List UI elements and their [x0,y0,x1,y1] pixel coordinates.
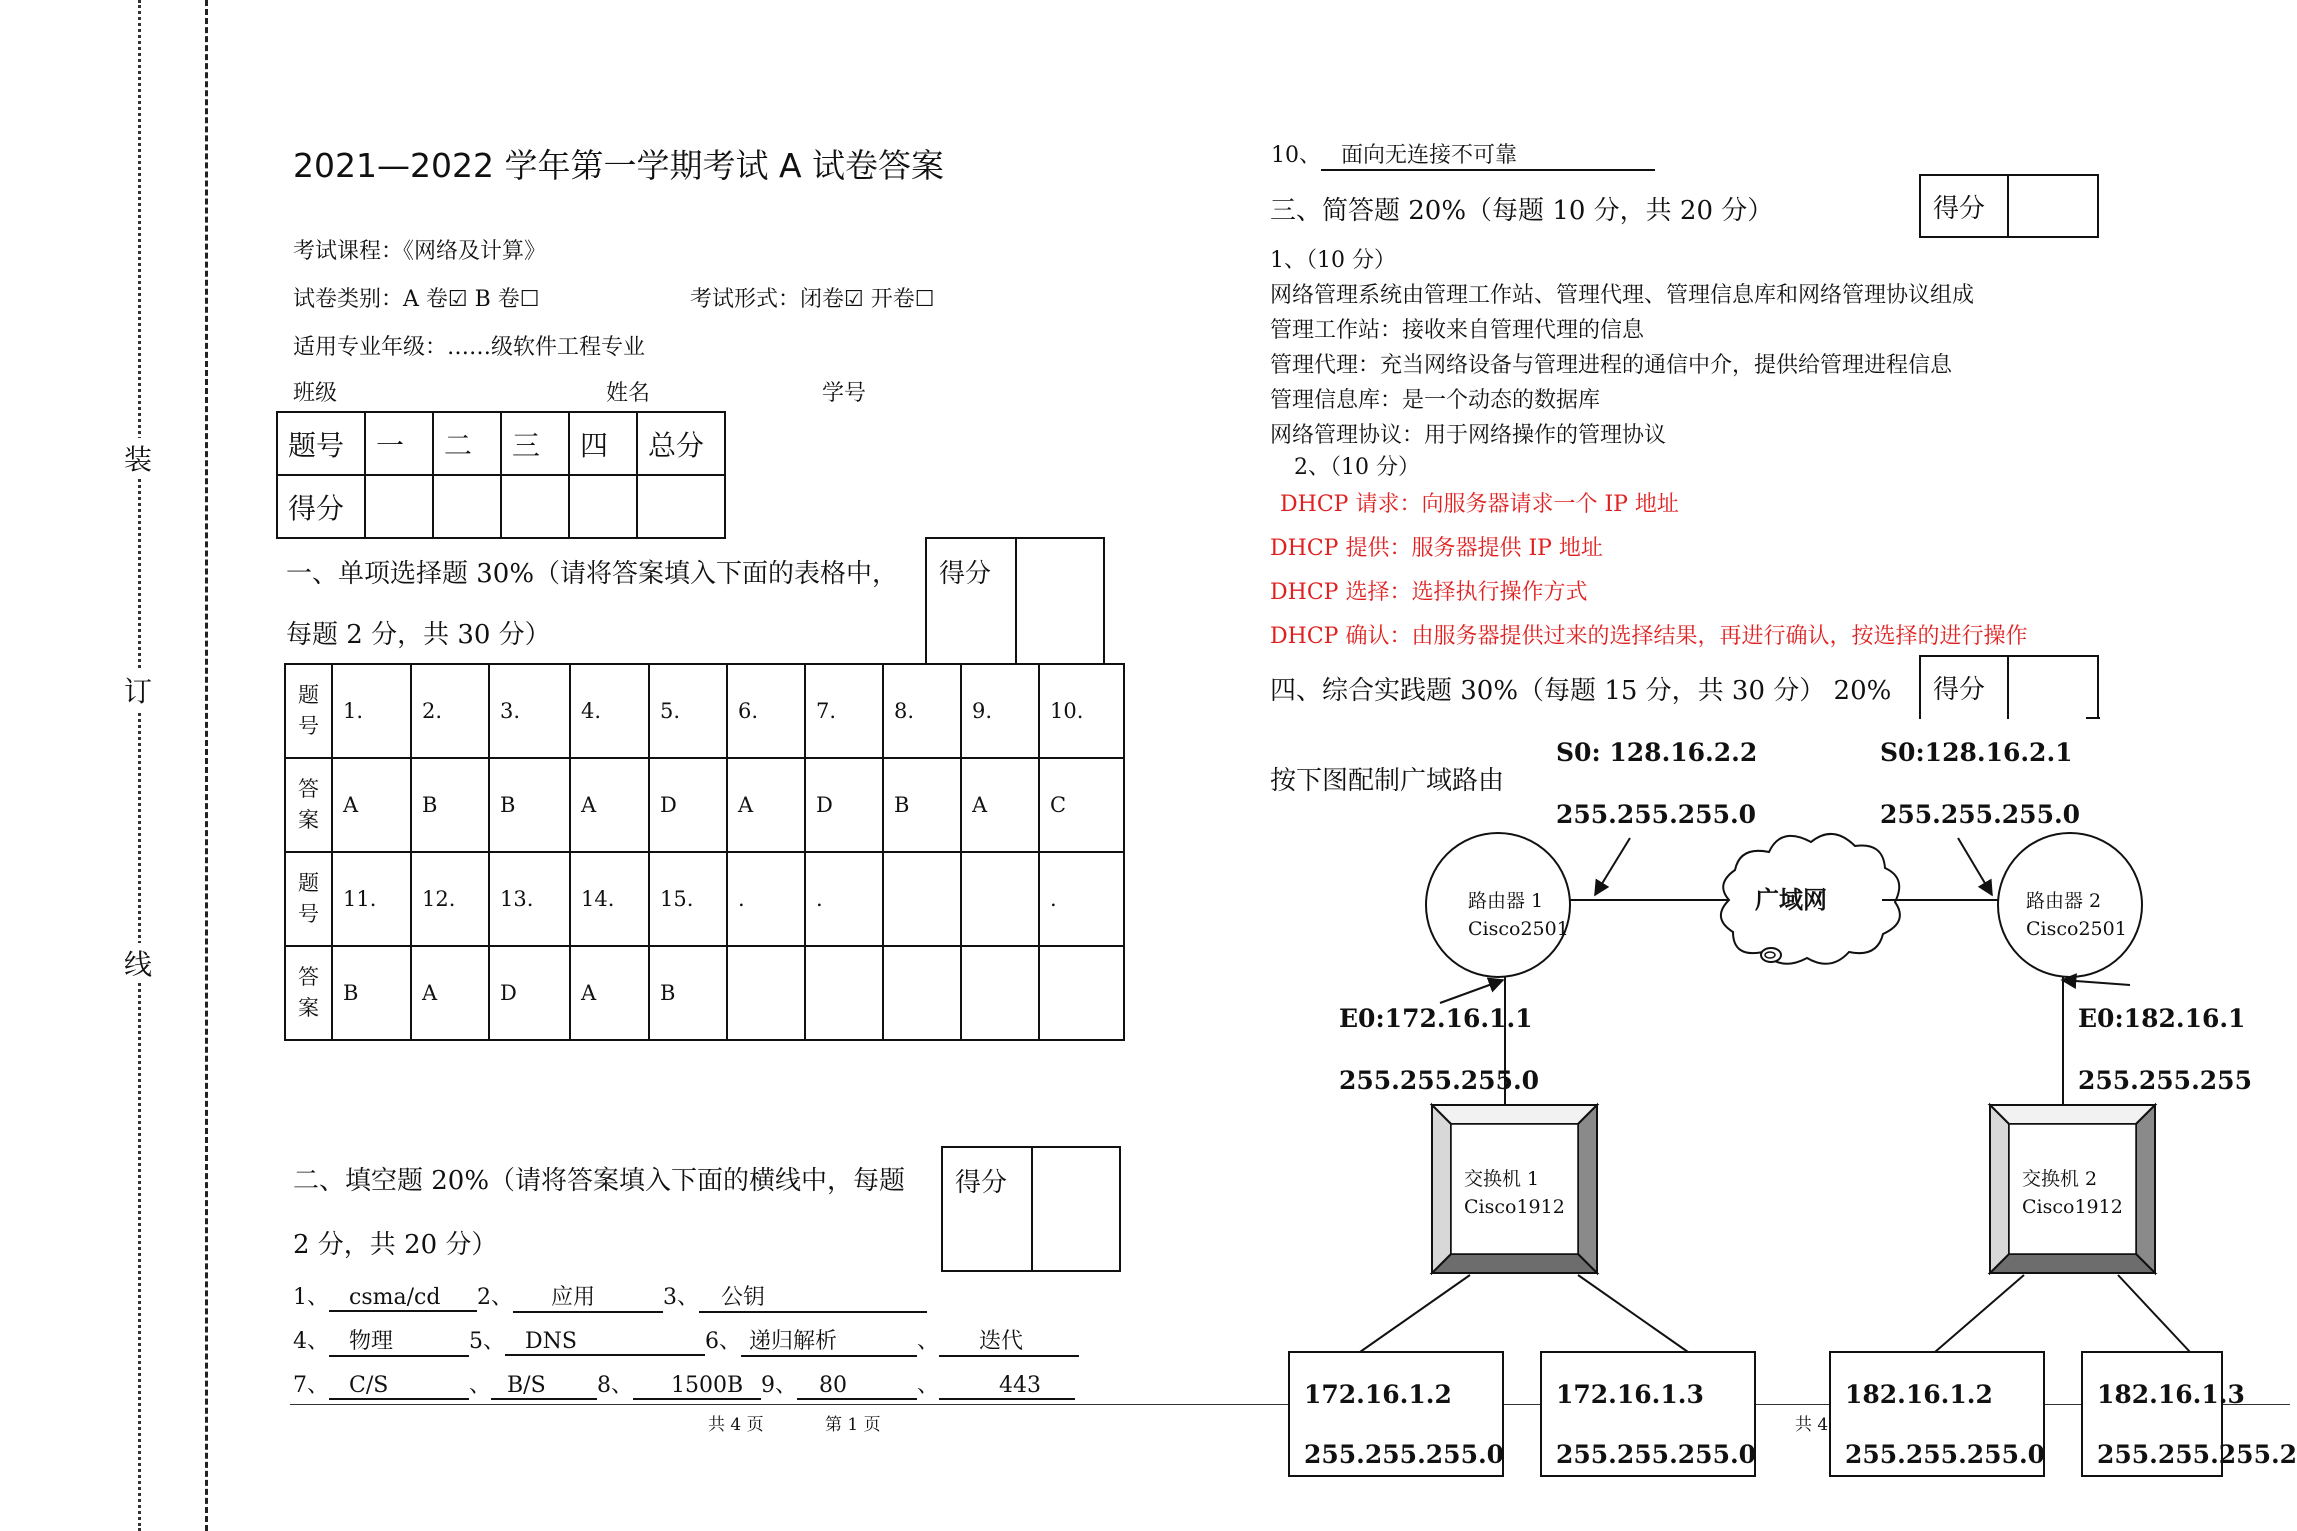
router-2-model: Cisco2501 [2026,918,2127,940]
fill-answer-4: 物理 [349,1329,394,1354]
switch2-host4-link [2118,1275,2190,1352]
question-number: . [805,852,883,946]
switch2-host3-link [1935,1275,2024,1352]
score-cell-header: 二 [433,412,501,475]
switch-1-name: 交换机 1 [1464,1168,1540,1190]
answer1-head: 1、（10 分） [1270,248,1396,273]
answer-cell: B [649,946,727,1040]
host-mask: 255.255.255.0 [1556,1440,1757,1469]
section4-heading: 四、综合实践题 30%（每题 15 分，共 30 分） 20% [1270,676,1892,706]
fill-answer-7b: B/S [507,1373,546,1398]
answer2-line: DHCP 选择：选择执行操作方式 [1270,580,1588,605]
question-number: 4. [570,664,649,758]
switch1-host2-link [1578,1275,1688,1352]
host-ip: 172.16.1.2 [1304,1380,1452,1409]
answer2-line: DHCP 提供：服务器提供 IP 地址 [1270,536,1603,561]
router-1-name: 路由器 1 [1468,890,1544,912]
answer-cell: D [489,946,570,1040]
row-label-answer: 答 案 [285,758,332,852]
fill-row-4: 10、 面向无连接不可靠 [1271,138,1655,171]
switch-1-model: Cisco1912 [1464,1196,1565,1218]
question-number: 10. [1039,664,1124,758]
e0-left-label: E0:172.16.1.1 [1339,1004,1533,1033]
score-row-label: 得分 [277,475,365,538]
fill-row-2: 4、 物理 5、 DNS 6、 递归解析 、 迭代 [293,1324,1079,1357]
host-ip: 172.16.1.3 [1556,1380,1704,1409]
score-cell-header: 总分 [637,412,725,475]
section1-heading: 一、单项选择题 30%（请将答案填入下面的表格中， [286,559,899,589]
answer-cell: A [570,758,649,852]
answer-cell: A [411,946,489,1040]
diagram-caption: 按下图配制广域路由 [1270,766,1505,796]
fill-row-1: 1、 csma/cd 2、 应用 3、 公钥 [293,1280,927,1313]
fill-row-3: 7、 C/S 、 B/S 8、 1500B 9、 80 、 443 [293,1368,1075,1400]
answer2-line: DHCP 确认：由服务器提供过来的选择结果，再进行确认，按选择的进行操作 [1270,624,2028,649]
answer1-line: 网络管理系统由管理工作站、管理代理、管理信息库和网络管理协议组成 [1270,283,1975,308]
question-number: 3. [489,664,570,758]
host-mask: 255.255.255.2 [2097,1440,2297,1469]
row-label-answer: 答 案 [285,946,332,1040]
fill-answer-2: 应用 [551,1285,596,1310]
answer-cell: B [332,946,411,1040]
binding-char-ding: 订 [124,670,152,710]
score-cell-header: 四 [569,412,637,475]
e0-right-arrow [2062,980,2130,985]
section1-score-label: 得分 [939,559,992,589]
answer-cell: B [883,758,961,852]
section1-subheading: 每题 2 分，共 30 分） [286,620,551,650]
major-line: 适用专业年级：……级软件工程专业 [293,335,646,360]
course-line: 考试课程：《网络及计算》 [293,239,547,264]
footer-total-pages-right: 共 4 [1795,1415,1829,1435]
e0-left-arrow [1440,980,1503,1003]
answer1-line: 管理信息库：是一个动态的数据库 [1270,388,1601,413]
router-2-name: 路由器 2 [2026,890,2102,912]
score-cell-header: 一 [365,412,433,475]
section2-score-label: 得分 [955,1168,1008,1198]
s0-right-mask: 255.255.255.0 [1880,800,2081,829]
question-number: . [1039,852,1124,946]
fill-answer-10: 面向无连接不可靠 [1341,143,1518,168]
host-mask: 255.255.255.0 [1845,1440,2046,1469]
answer-cell: B [489,758,570,852]
fill-answer-3: 公钥 [721,1285,766,1310]
name-label: 姓名 [606,381,651,406]
question-number: 2. [411,664,489,758]
question-number: 15. [649,852,727,946]
answer2-head: 2、（10 分） [1294,455,1420,480]
wan-label: 广域网 [1755,885,1827,914]
host-mask: 255.255.255.0 [1304,1440,1505,1469]
fill-answer-1: csma/cd [349,1285,441,1310]
section2-subheading: 2 分，共 20 分） [293,1230,498,1260]
answer-cell: A [727,758,805,852]
question-number: 5. [649,664,727,758]
fill-answer-5: DNS [525,1329,577,1354]
score-cell-header: 题号 [277,412,365,475]
row-label-question: 题 号 [285,852,332,946]
s0-right-label: S0:128.16.2.1 [1880,738,2073,767]
answer-cell: A [332,758,411,852]
section2-heading: 二、填空题 20%（请将答案填入下面的横线中，每题 [293,1166,906,1196]
e0-left-mask: 255.255.255.0 [1339,1066,1540,1095]
s0-left-arrow [1595,838,1630,895]
student-id-label: 学号 [822,381,867,406]
question-number: 6. [727,664,805,758]
s0-right-arrow [1958,838,1992,895]
s0-left-label: S0: 128.16.2.2 [1556,738,1758,767]
binding-char-xian: 线 [124,943,152,983]
score-cell-header: 三 [501,412,569,475]
question-number: 7. [805,664,883,758]
answer-cell: B [411,758,489,852]
section3-score-label: 得分 [1933,194,1986,224]
fill-answer-9b: 443 [999,1373,1042,1398]
answer-cell: A [961,758,1039,852]
question-number: 1. [332,664,411,758]
section3-heading: 三、简答题 20%（每题 10 分，共 20 分） [1270,196,1774,226]
question-number: 8. [883,664,961,758]
paper-type-line: 试卷类别：A 卷☑ B 卷☐ [293,287,540,312]
answer2-line: DHCP 请求：向服务器请求一个 IP 地址 [1280,492,1679,517]
footer-page-number: 第 1 页 [825,1415,881,1435]
answer-cell: D [649,758,727,852]
answer1-line: 管理工作站：接收来自管理代理的信息 [1270,318,1645,343]
fill-answer-7a: C/S [349,1373,389,1398]
question-number: 14. [570,852,649,946]
wan-cloud-bubble [1761,948,1781,962]
e0-right-label: E0:182.16.1 [2078,1004,2246,1033]
answer-cell: D [805,758,883,852]
question-number: 12. [411,852,489,946]
question-number: 13. [489,852,570,946]
binding-char-zhuang: 装 [124,438,152,478]
switch-2-model: Cisco1912 [2022,1196,2123,1218]
host-ip: 182.16.1.3 [2097,1380,2245,1409]
answer1-line: 管理代理：充当网络设备与管理进程的通信中介，提供给管理进程信息 [1270,353,1953,378]
exam-title: 2021—2022 学年第一学期考试 A 试卷答案 [293,146,945,185]
switch1-host1-link [1360,1275,1470,1352]
e0-right-mask: 255.255.255 [2078,1066,2252,1095]
host-ip: 182.16.1.2 [1845,1380,1993,1409]
question-number: 11. [332,852,411,946]
exam-form-line: 考试形式：闭卷☑ 开卷☐ [690,287,935,312]
answer-cell: C [1039,758,1124,852]
class-label: 班级 [293,381,338,406]
question-number: . [727,852,805,946]
fill-answer-6a: 递归解析 [749,1329,838,1354]
fill-answer-8: 1500B [671,1373,744,1398]
s0-left-mask: 255.255.255.0 [1556,800,1757,829]
footer-total-pages: 共 4 页 [708,1415,764,1435]
section4-score-label: 得分 [1933,675,1986,705]
fill-answer-9a: 80 [819,1373,848,1398]
row-label-question: 题 号 [285,664,332,758]
switch-2-name: 交换机 2 [2022,1168,2098,1190]
answer-cell: A [570,946,649,1040]
fill-answer-6b: 迭代 [979,1329,1024,1354]
router-1-model: Cisco2501 [1468,918,1569,940]
question-number: 9. [961,664,1039,758]
answer1-line: 网络管理协议：用于网络操作的管理协议 [1270,423,1667,448]
